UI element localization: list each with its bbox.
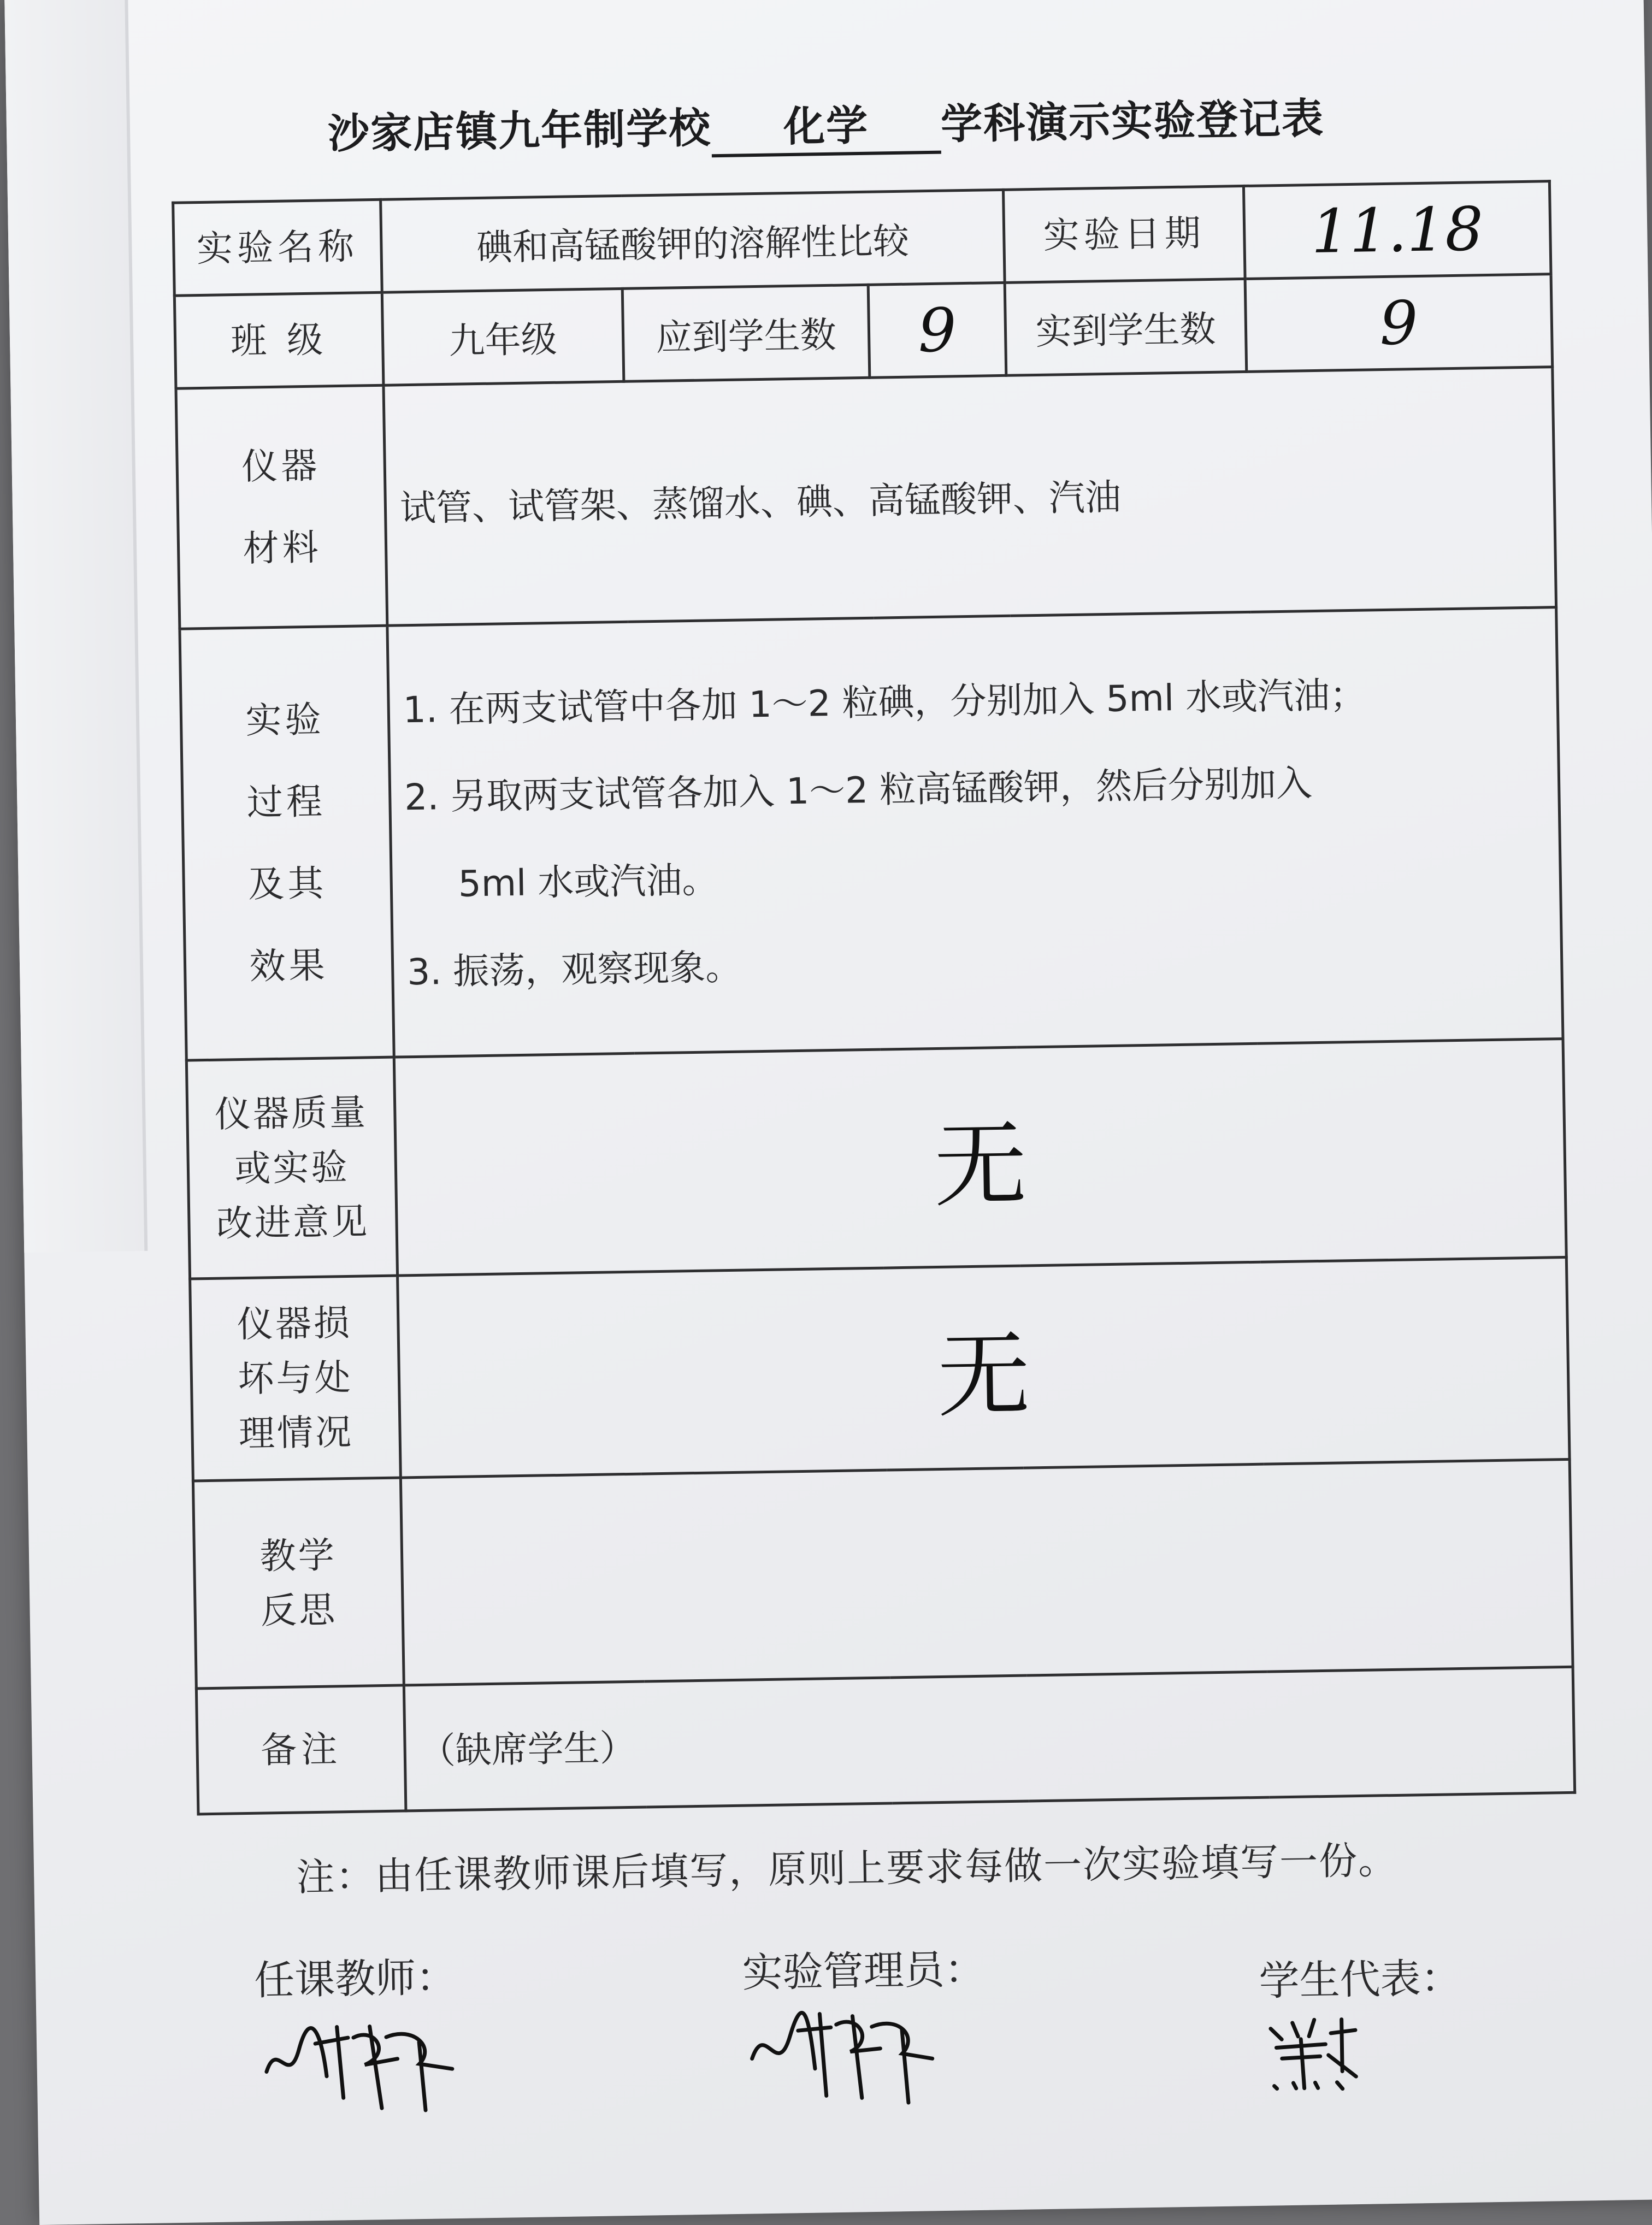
process-step-2: 2. 另取两支试管各加入 1～2 粒高锰酸钾，然后分别加入	[404, 762, 1313, 818]
reflection-value	[400, 1459, 1573, 1685]
teacher-signature-block	[253, 1942, 662, 2116]
process-label-line-3: 及其	[247, 861, 327, 906]
title-subject: 化学	[711, 91, 941, 158]
process-label	[180, 625, 394, 1060]
remarks-label: 备注	[196, 1685, 406, 1814]
row-process	[180, 607, 1563, 1060]
materials-label	[176, 385, 387, 629]
damage-label-line-1: 仪器损	[237, 1301, 352, 1345]
date-label: 实验日期	[1003, 186, 1245, 282]
teacher-signature	[255, 2003, 464, 2116]
actual-students-value: 9	[1245, 274, 1553, 372]
process-label-line-2: 过程	[246, 780, 326, 824]
class-label: 班 级	[174, 292, 384, 388]
student-label: 学生代表：	[1258, 1955, 1462, 2005]
process-step-3: 3. 振荡，观察现象。	[406, 946, 742, 993]
document-title	[6, 80, 1645, 168]
quality-label	[186, 1057, 397, 1279]
process-step-2-continued: 5ml 水或汽油。	[458, 858, 718, 905]
experiment-name-label: 实验名称	[173, 199, 382, 296]
quality-label-line-3: 改进意见	[216, 1200, 370, 1245]
admin-label: 实验管理员：	[742, 1945, 986, 1997]
reflection-label-line-1: 教学	[259, 1533, 337, 1578]
class-value: 九年级	[382, 288, 624, 385]
experiment-name-value: 碘和高锰酸钾的溶解性比较	[381, 190, 1005, 292]
materials-value: 试管、试管架、蒸馏水、碘、高锰酸钾、汽油	[384, 367, 1556, 626]
expected-students-label: 应到学生数	[622, 285, 870, 381]
student-signature	[1259, 2005, 1365, 2100]
row-damage	[190, 1257, 1570, 1481]
process-label-line-4: 效果	[249, 943, 329, 988]
underlying-page-edge	[4, 0, 148, 1253]
damage-value: 无	[398, 1257, 1570, 1478]
damage-label-line-3: 理情况	[238, 1410, 354, 1455]
materials-label-line-1: 仪器	[241, 444, 321, 488]
admin-signature	[743, 1996, 941, 2108]
remarks-value: （缺席学生）	[404, 1667, 1574, 1811]
quality-label-line-1: 仪器质量	[214, 1090, 368, 1136]
signature-row	[253, 1928, 1567, 2116]
row-quality	[186, 1038, 1566, 1279]
process-step-1: 1. 在两支试管中各加 1～2 粒碘，分别加入 5ml 水或汽油；	[403, 674, 1366, 731]
row-reflection	[193, 1459, 1573, 1689]
date-value: 11.18	[1243, 181, 1551, 279]
damage-label-line-2: 坏与处	[237, 1356, 353, 1400]
quality-label-line-2: 或实验	[234, 1146, 350, 1190]
admin-signature-block	[742, 1934, 1179, 2108]
process-label-line-1: 实验	[245, 698, 325, 742]
row-materials	[176, 367, 1556, 629]
student-signature-block	[1259, 1944, 1567, 2100]
footnote: 注：由任课教师课后填写，原则上要求每做一次实验填写一份。	[296, 1837, 1398, 1900]
expected-students-value: 9	[868, 282, 1006, 377]
row-remarks	[196, 1667, 1574, 1814]
title-suffix: 学科演示实验登记表	[940, 93, 1325, 149]
quality-value: 无	[394, 1038, 1566, 1276]
actual-students-label: 实到学生数	[1005, 279, 1247, 375]
damage-label	[190, 1276, 401, 1481]
title-school: 沙家店镇九年制学校	[327, 103, 712, 158]
admin-signature-scribble	[743, 1996, 941, 2108]
student-signature-scribble	[1259, 2005, 1365, 2100]
reflection-label	[193, 1478, 404, 1689]
teacher-label: 任课教师：	[253, 1954, 457, 2004]
reflection-label-line-2: 反思	[260, 1588, 338, 1632]
document-page	[4, 0, 1652, 2225]
teacher-signature-scribble	[255, 2003, 464, 2116]
process-steps	[387, 607, 1563, 1058]
experiment-record-table	[172, 180, 1576, 1815]
materials-label-line-2: 材料	[243, 526, 322, 570]
